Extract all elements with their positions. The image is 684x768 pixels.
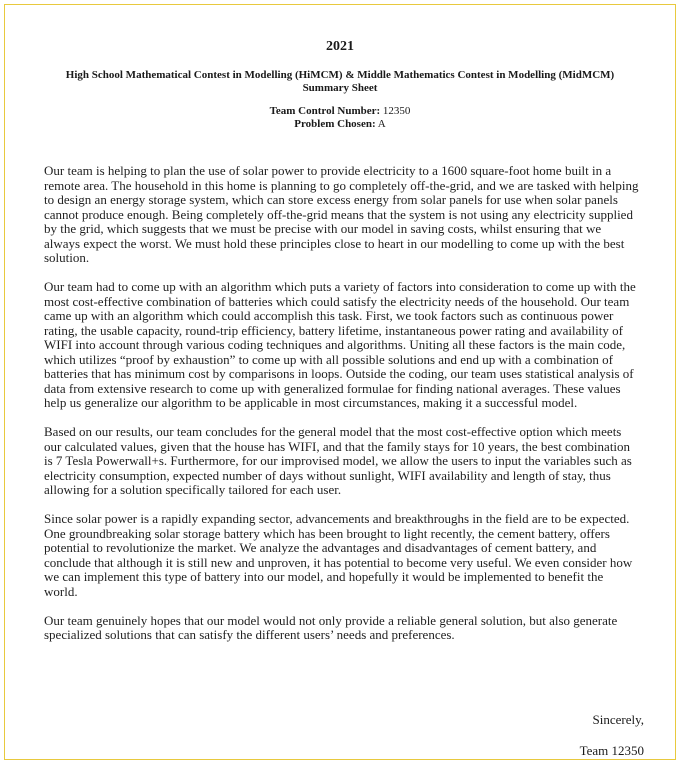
problem-chosen-value: A xyxy=(377,118,386,130)
team-signature: Team 12350 xyxy=(579,743,644,758)
contest-name: High School Mathematical Contest in Modelling (HiMCM) & Middle Mathematics Contest in Modelling (MidMCM) xyxy=(65,69,615,81)
team-control-number: 12350 xyxy=(382,105,411,117)
summary-body xyxy=(44,164,640,657)
paragraph-results: Based on our results, our team concludes for the general model that the most cost-effective option which meets our calculated values, given that the house has WIFI, and that the family stays for 10 years, the best combination is 7 Tesla Powerwall+s. Furthermore, for our improvised model, we allow the users to input the variables such as electricity consumption, expected number of days without sunlight, WIFI availability and length of stay, thus allowing for a solution specifically tailored for each user. xyxy=(44,424,632,497)
paragraph-conclusion: Our team genuinely hopes that our model would not only provide a reliable general solution, but also generate specialized solutions that can satisfy the different users’ needs and preferences. xyxy=(44,612,618,642)
closing-salutation: Sincerely, xyxy=(592,712,644,727)
paragraph-algorithm: Our team had to come up with an algorithm which puts a variety of factors into consideration to come up with the most cost-effective combination of batteries which could satisfy the electricity needs of the household. Our team came up with an algorithm which could accomplish this task. First, we took factors such as continuous power rating, the usable capacity, round-trip efficiency, battery lifetime, instantaneous power rating and availability of WIFI into account through various coding techniques and algorithms. Uniting all these factors is the main code, which utilizes “proof by exhaustion” to come up with all possible solutions and end up with a combination of batteries that has minimum cost by comparisons in loops. Outside the coding, our team uses statistical analysis of data from extensive research to come up with generalized formulae for finding national averages. These values help us generalize our algorithm to be applicable in most circumstances, making it a successful model. xyxy=(44,279,636,410)
team-control-line xyxy=(5,105,675,118)
summary-sheet-title: Summary Sheet xyxy=(302,82,378,94)
paragraph-introduction: Our team is helping to plan the use of solar power to provide electricity to a 1600 square-foot home built in a remote area. The household in this home is planning to go completely off-the-grid, and we are tasked with helping to design an energy storage system, which can store excess energy from solar panels for use when solar panels cannot produce enough. Being completely off-the-grid means that the system is not using any electricity supplied by the grid, which suggests that we must be precise with our model in saving costs, whilst ensuring that we always expect the worst. We must hold these principles close to heart in our modelling to come up with the best solution. xyxy=(44,163,639,265)
contest-title xyxy=(35,69,645,95)
problem-chosen-line xyxy=(5,118,675,131)
problem-chosen-label: Problem Chosen: xyxy=(294,118,376,130)
team-control-label: Team Control Number: xyxy=(269,105,381,117)
year-heading: 2021 xyxy=(326,39,354,54)
paragraph-cement-battery: Since solar power is a rapidly expanding sector, advancements and breakthroughs in the field are to be expected. One groundbreaking solar storage battery which has been brought to light recently, the cement battery, offers potential to revolutionize the market. We analyze the advantages and disadvantages of cement battery, and conclude that although it is still new and unproven, it has potential to become very useful. We even consider how we can implement this type of battery into our model, and hopefully it would be implemented to benefit the world. xyxy=(44,511,633,599)
team-info xyxy=(5,105,675,131)
